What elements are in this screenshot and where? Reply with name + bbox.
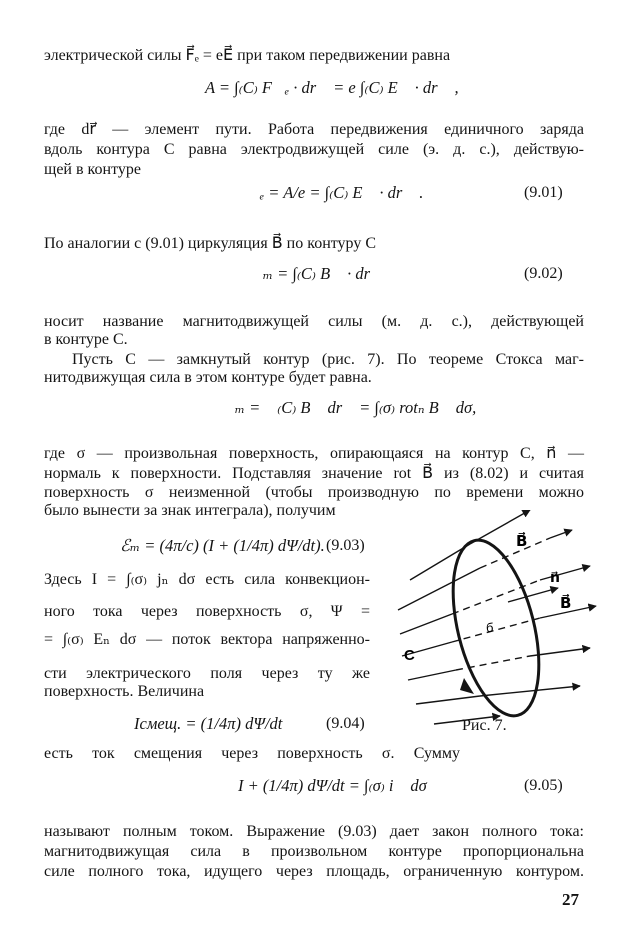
- equation-mmf: ℰₘ = ∫₍C₎ B⃗ · dr⃗: [250, 264, 383, 283]
- label-sigma: б: [486, 620, 494, 635]
- field-line: [480, 686, 580, 696]
- equation-number: (9.04): [326, 715, 365, 732]
- field-line: [408, 670, 456, 680]
- text-line: поверхность σ неизменной (чтобы производную по времени можно: [44, 484, 584, 501]
- equation-number: (9.05): [524, 777, 563, 794]
- text-line: [44, 46, 584, 66]
- field-line: [540, 566, 590, 580]
- field-line: [416, 696, 480, 704]
- text-line: было вынести за знак интеграла), получим: [44, 502, 336, 519]
- text-line: магнитодвижущая сила в произвольном контуре пропорциональна: [44, 843, 584, 860]
- text-line: называют полным током. Выражение (9.03) дает закон полного тока:: [44, 823, 584, 840]
- text-line: Пусть C — замкнутый контур (рис. 7). По теореме Стокса маг-: [72, 351, 584, 368]
- equation-displacement: Iсмещ. = (1/4π) dΨ/dt: [134, 714, 283, 733]
- figure-7: [390, 510, 610, 730]
- page-number: 27: [562, 890, 579, 909]
- text-line: есть ток смещения через поверхность σ. Сумму: [44, 745, 460, 762]
- field-line: [400, 614, 452, 634]
- text-line: вдоль контура C равна электродвижущей силе (э. д. с.), действую-: [44, 141, 584, 158]
- text-line: где dr⃗ — элемент пути. Работа передвижения единичного заряда: [44, 121, 584, 138]
- contour-arrow: [460, 678, 474, 694]
- text-line: Здесь I = ∫₍σ₎ jₙ dσ есть сила конвекцион-: [44, 571, 370, 588]
- text-line: = ∫₍σ₎ Eₙ dσ — поток вектора напряженно-: [44, 631, 370, 648]
- field-line: [452, 618, 540, 642]
- equation-work: A = ∫₍C₎ F⃗ₑ · dr⃗ = e ∫₍C₎ E⃗ · dr⃗ ,: [205, 78, 459, 97]
- text-line: где σ — произвольная поверхность, опирающаяся на контур C, n⃗ —: [44, 445, 584, 462]
- label-b-right: B⃗: [560, 595, 572, 612]
- field-line: [550, 530, 572, 538]
- text-line-content: электрической силы F⃗ₑ = eE⃗ при таком передвижении равна: [44, 47, 451, 64]
- equation-number: (9.01): [524, 184, 563, 201]
- text-line: щей в контуре: [44, 161, 141, 178]
- label-b-top: B⃗: [516, 533, 528, 550]
- text-line: нормаль к поверхности. Подставляя значение rot B⃗ из (8.02) и считая: [44, 465, 585, 482]
- equation-number: (9.02): [524, 265, 563, 282]
- text-line: нитодвижущая сила в этом контуре будет равна.: [44, 369, 372, 386]
- field-line: [398, 568, 480, 610]
- equation-ampere: ℰₘ = (4π/c) (I + (1/4π) dΨ/dt).: [120, 536, 325, 555]
- equation-total: I + (1/4π) dΨ/dt = ∫₍σ₎ i⃗ dσ⃗: [238, 776, 440, 795]
- label-n: n⃗: [550, 569, 560, 585]
- text-line: поверхность. Величина: [44, 683, 205, 700]
- text-line: носит название магнитодвижущей силы (м. д. с.), действующей: [44, 313, 584, 330]
- text-line: По аналогии с (9.01) циркуляция B⃗ по контуру C: [44, 235, 376, 252]
- equation-emf: ℰₑ = A/e = ∫₍C₎ E⃗ · dr⃗ .: [247, 183, 424, 202]
- text-line: сти электрического поля через ту же: [44, 665, 370, 682]
- normal-vector: [508, 588, 558, 602]
- text-line: силе полного тока, идущего через площадь, ограниченную контуром.: [44, 863, 584, 880]
- equation-stokes: ℰₘ = ∮₍C₎ B⃗ dr⃗ = ∫₍σ₎ rotₙ B⃗ dσ,: [222, 398, 477, 417]
- figure-caption: Рис. 7.: [462, 717, 507, 734]
- equation-number: (9.03): [326, 537, 365, 554]
- text-line: в контуре C.: [44, 331, 128, 348]
- label-c: C: [404, 647, 415, 664]
- text-line: ного тока через поверхность σ, Ψ =: [44, 603, 370, 620]
- field-lines: [398, 510, 596, 724]
